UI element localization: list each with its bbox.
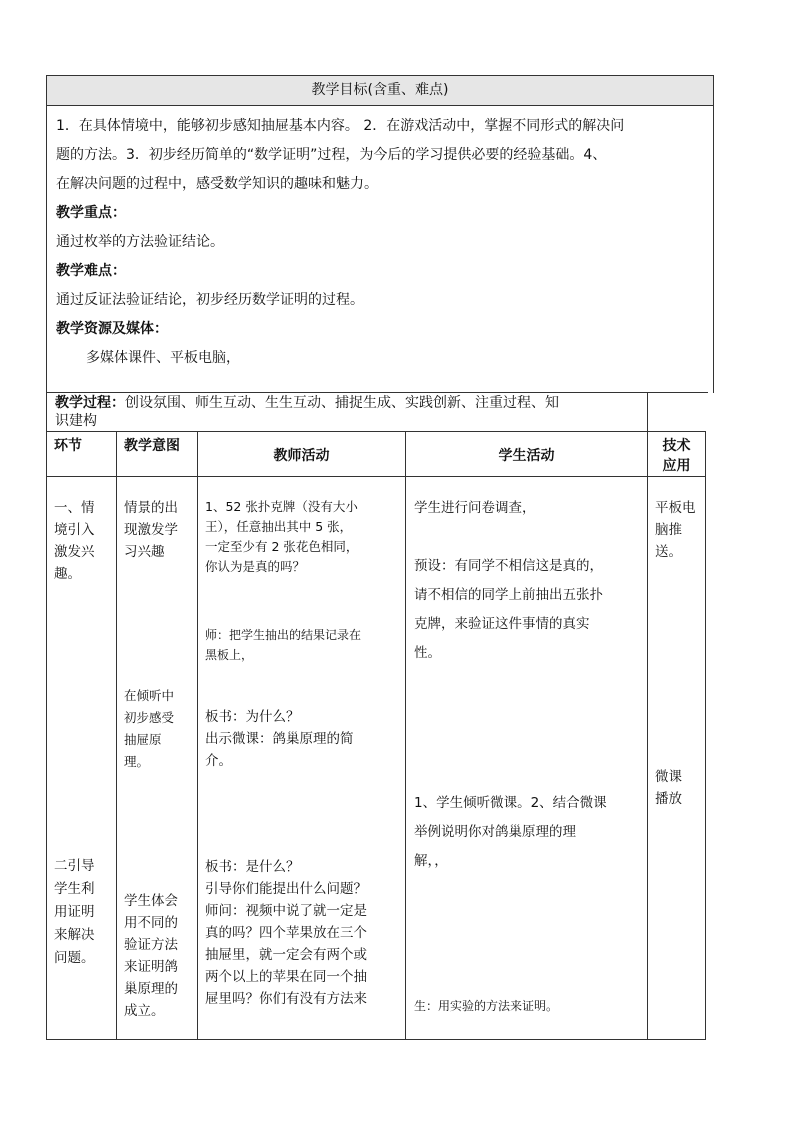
teacher-activity-2: 师：把学生抽出的结果记录在 黑板上， bbox=[205, 628, 362, 662]
objective-line-3: 在解决问题的过程中，感受数学知识的趣味和魅力。 bbox=[56, 176, 378, 192]
objectives-left-border bbox=[46, 75, 47, 393]
intent-3: 学生体会 用不同的 验证方法 来证明鸽 巢原理的 成立。 bbox=[124, 893, 178, 1019]
student-activity-3: 1、学生倾听微课。2、结合微课 举例说明你对鸽巢原理的理 解，， bbox=[414, 795, 607, 869]
tech-2: 微课 播放 bbox=[655, 769, 682, 807]
objectives-bottom-border bbox=[46, 392, 708, 393]
table-left-border bbox=[46, 392, 47, 1040]
table-bottom-border bbox=[46, 1039, 706, 1040]
objectives-header-divider bbox=[46, 105, 714, 106]
intent-1: 情景的出 现激发学 习兴趣 bbox=[124, 500, 178, 560]
objectives-header: 教学目标(含重、难点) bbox=[311, 82, 449, 98]
process-text bbox=[55, 394, 645, 430]
stage-2: 二引导 学生利 用证明 来解决 问题。 bbox=[54, 858, 95, 966]
header-tech: 技术 应用 bbox=[662, 438, 691, 474]
table-col5-divider bbox=[647, 392, 648, 1040]
header-stage: 环节 bbox=[54, 438, 82, 454]
intent-2: 在倾听中 初步感受 抽屉原 理。 bbox=[124, 688, 175, 769]
table-col1-divider bbox=[116, 431, 117, 1040]
process-line-1: 创设氛围、师生互动、生生互动、捕捉生成、实践创新、注重过程、知 bbox=[125, 395, 559, 411]
key-point-label: 教学重点： bbox=[56, 205, 126, 221]
header-intent: 教学意图 bbox=[124, 438, 180, 454]
resources-label: 教学资源及媒体： bbox=[56, 321, 168, 337]
teacher-activity-1: 1、52 张扑克牌（没有大小 王），任意抽出其中 5 张， 一定至少有 2 张花色相同， 你认为是真的吗？ bbox=[205, 499, 359, 574]
process-line-2: 识建构 bbox=[55, 413, 97, 429]
objective-line-2: 题的方法。3．初步经历简单的“数学证明”过程，为今后的学习提供必要的经验基础。4、 bbox=[56, 147, 607, 163]
table-right-border bbox=[705, 431, 706, 1040]
teacher-activity-3: 板书：为什么？ 出示微课：鸽巢原理的简 介。 bbox=[205, 709, 354, 769]
teacher-activity-4: 板书：是什么？ 引导你们能提出什么问题？ 师问：视频中说了就一定是 真的吗？四个苹果放在三个 抽屉里，就一定会有两个或 两个以上的苹果在同一个抽 屉里吗？你们有没有方法来 bbox=[205, 859, 367, 1007]
process-divider bbox=[46, 431, 706, 432]
table-col3-divider bbox=[405, 431, 406, 1040]
header-divider bbox=[46, 476, 706, 477]
tech-1: 平板电 脑推 送。 bbox=[655, 500, 696, 560]
header-student: 学生活动 bbox=[498, 448, 555, 464]
student-activity-1: 学生进行问卷调查， bbox=[414, 500, 536, 516]
student-activity-2: 预设：有同学不相信这是真的， 请不相信的同学上前抽出五张扑 克牌，来验证这件事情的真实 性。 bbox=[414, 558, 603, 661]
resources-text: 多媒体课件、平板电脑， bbox=[86, 350, 240, 366]
objective-line-1: 1．在具体情境中，能够初步感知抽屉基本内容。 2．在游戏活动中，掌握不同形式的解决问 bbox=[56, 118, 625, 134]
table-col2-divider bbox=[197, 431, 198, 1040]
header-teacher: 教师活动 bbox=[273, 448, 330, 464]
difficulty-text: 通过反证法验证结论，初步经历数学证明的过程。 bbox=[56, 292, 364, 308]
objectives-text bbox=[56, 112, 716, 373]
difficulty-label: 教学难点： bbox=[56, 263, 126, 279]
student-activity-4: 生：用实验的方法来证明。 bbox=[414, 999, 559, 1013]
stage-1: 一、情 境引入 激发兴 趣。 bbox=[54, 500, 95, 582]
key-point-text: 通过枚举的方法验证结论。 bbox=[56, 234, 224, 250]
objectives-top-border bbox=[46, 75, 714, 76]
process-label: 教学过程： bbox=[55, 395, 125, 411]
